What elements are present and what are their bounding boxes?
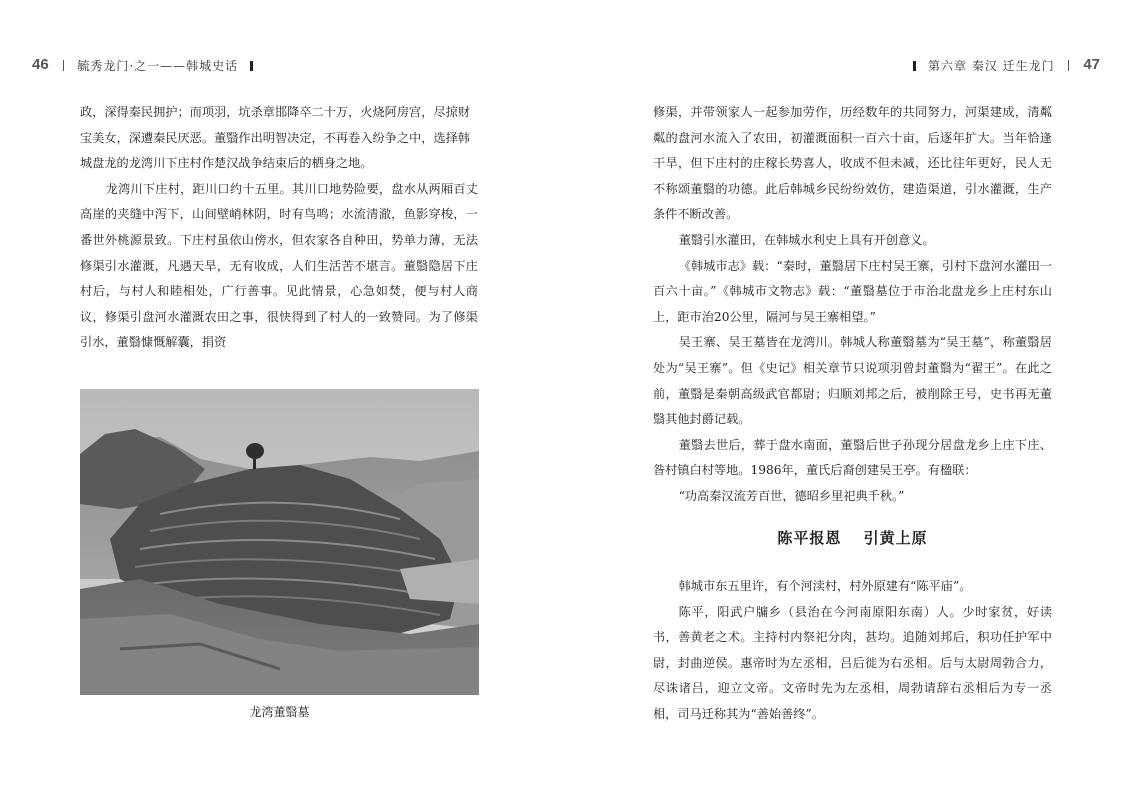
paragraph: 董翳去世后，葬于盘水南面，董翳后世子孙现分居盘龙乡上庄下庄、昝村镇白村等地。1986年，董氏后裔创建吴王亭。有楹联： [653,437,1052,478]
paragraph: 《韩城市志》载：“秦时，董翳居下庄村吴王寨，引村下盘河水灌田一百六十亩。”《韩城市文物志》载：“董翳墓位于市治北盘龙乡上庄村东山上，距市治20公里，隔河与吴王寨相望。” [653,258,1052,324]
header-block-mark [250,61,253,71]
photo-caption: 龙湾董翳墓 [249,705,310,719]
paragraph: 陈平，阳武户牖乡（县治在今河南原阳东南）人。少时家贫，好读书，善黄老之术。主持村内祭祀分肉，甚均。追随刘邦后，积功任护军中尉，封曲逆侯。惠帝时为左丞相，吕后徙为右丞相。后与太尉周勃合力，尽诛诸吕，迎立文帝。文帝时先为左丞相，周勃请辞右丞相后为专一丞相，司马迁称其为“善始善终”。 [653,604,1052,721]
left-body-text [80,100,478,356]
header-divider [63,60,64,71]
section-title-part: 陈平报恩 [777,529,842,547]
paragraph: 修渠，并带领家人一起参加劳作，历经数年的共同努力，河渠建成，清粼粼的盘河水流入了农田，初灌溉面积一百六十亩，后逐年扩大。当年恰逢干旱，但下庄村的庄稼长势喜人，收成不但未减，还比往年更好，民人无不称颂董翳的功德。此后韩城乡民纷纷效仿，建造渠道，引水灌溉，生产条件不断改善。 [653,105,1052,222]
left-header-title: 毓秀龙门·之一——韩城史话 [77,59,239,73]
right-header-title: 第六章 秦汉 迁生龙门 [928,59,1055,73]
right-page [566,0,1132,799]
section-body-text [653,574,1052,728]
paragraph: 政，深得秦民拥护；而项羽，坑杀章邯降卒二十万，火烧阿房宫，尽掠财宝美女，深遭秦民厌恶。董翳作出明智决定，不再卷入纷争之中，选择韩城盘龙的龙湾川下庄村作楚汉战争结束后的栖身之地。 [80,105,470,171]
right-page-header [905,56,1100,76]
section-title-part: 引黄上原 [863,529,928,547]
tomb-landscape-photo [80,389,479,695]
header-block-mark [913,61,916,71]
paragraph: 董翳引水灌田，在韩城水利史上具有开创意义。 [678,232,935,247]
header-divider [1068,60,1069,71]
right-page-number: 47 [1083,56,1100,73]
left-page-header [32,56,261,76]
paragraph: 吴王寨、吴王墓皆在龙湾川。韩城人称董翳墓为“吴王墓”，称董翳居处为“吴王寨”。但《史记》相关章节只说项羽曾封董翳为“翟王”。在此之前，董翳是秦朝高级武官都尉；归顺刘邦之后，被削除王号，史书再无董翳其他封爵记载。 [653,335,1052,427]
left-page-number: 46 [32,56,49,73]
section-title [653,527,1052,548]
paragraph: 龙湾川下庄村，距川口约十五里。其川口地势险要，盘水从两厢百丈高崖的夹缝中泻下，山间壁峭林阴，时有鸟鸣；水流清澈，鱼影穿梭，一番世外桃源景致。下庄村虽依山傍水，但农家各自种田，势单力薄，无法修渠引水灌溉，凡遇天旱，无有收成，人们生活苦不堪言。董翳隐居下庄村后，与村人和睦相处，广行善事。见此情景，心急如焚，便与村人商议，修渠引盘河水灌溉农田之事，很快得到了村人的一致赞同。为了修渠引水，董翳慷慨解囊，捐资 [80,181,478,350]
paragraph: 韩城市东五里许，有个河渎村，村外原建有“陈平庙”。 [678,579,972,593]
couplet-quote: “功高秦汉流芳百世，德昭乡里祀典千秋。” [678,488,905,503]
right-body-text [653,100,1052,510]
